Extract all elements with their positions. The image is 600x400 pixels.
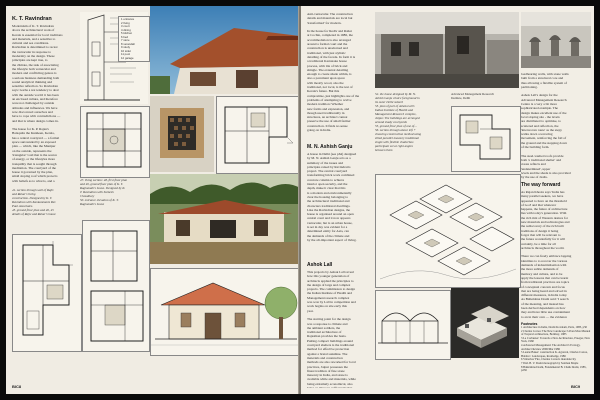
way-forward-text: As Rajan Khosla says 'India has many parallel seekers, we have appeared to have on the threshold of God' and that whatever happens, the future of architecture lies with today's generation. With the rich mix of Western desires for new materials and technologies and the rediscovery of the rich built traditions of design it being forgot that will be relevant to the future wonderfully for it will certainly, be a time for all architects throughout the world. There we can freely embrace lapping identities to to recover the various demands of industrialisation with the more subtle demands of memory and culture, and to be apply the lessons that can be learnt from traditional practices are topics of conceptual concern and focus that are being heard and solved in different measures, in India today. As Balkrishna Doshi said: 'I search of the meaning, and instead has been derived dependents on how they and have little use containment to an in their own — the evidence	[521, 190, 572, 318]
footnotes	[521, 322, 591, 382]
institute-label: Advanced Management Research Institute, Delhi	[451, 92, 494, 100]
footnote: 7 Ibid. B. V. Doshi monograph by Saxman Maple	[521, 361, 579, 365]
footnote: 6 Vitruvius' Fire, Charles Correa's mandala/city	[521, 358, 576, 362]
left-page	[6, 6, 300, 394]
ground-floor-plan-drawing	[12, 234, 82, 352]
lall-text: This projects by Ashok Lall reveal how this younger generation of architects applied the principles to the design of large and complex projects. The commission to design the Indian Institute of Health and Management research complex was won by Lall in competition and work begins on site early this year. The starting point for the design was a response to climate and the ambient soldiers, the traditional architecture of Rajasthan provides the basis. Putting compact buildings around courtyard shelters is the traditional method for effective protection against a brutal sunshine. The materials and construction methods are also reworked for local practices, Jaipur possesses the finest tradition of fine stone masonry in India, and stone is available while and materials, while being extremely economical, also	[307, 270, 356, 386]
house-exterior-photo	[150, 174, 300, 264]
right-page	[301, 6, 594, 394]
legend-item: 1 entrance	[121, 17, 135, 21]
page-number-right: BIC9	[571, 384, 581, 389]
legend-item: 9 study	[121, 45, 131, 49]
legend-item: 6 bed	[121, 34, 128, 39]
complex-axonometric-drawing	[375, 174, 521, 288]
complex-model-photo	[451, 288, 519, 358]
legend-item: 12 garage	[121, 55, 134, 60]
caption-47-50: 47. living section: 48, first floor plan and 49, ground floor plan of K. T. Raghunath's house. Designed by K. T. Ravindran with Seekesh Choudhary 50. entrance elevation of K. T. Raghunath's house	[80, 178, 128, 206]
ganju-house-photo	[375, 12, 519, 88]
ganju-text: A house in Delhi (see p64) designed by M. N. Ashish Ganju acts as a summary of the issues and principles raised by Ravindran's project. The central courtyard transforming brick work combined concrete column to achieve interior open security, and the depth, make it clear that this is a modern and environmentally clear the housing belonging to the architectural traditional and characters traditional dwellings. Like the Ravindran designs, the house is organised around an open central court and it now appears vernacular, but is an urban house, is set in day was evident for a determined entity for Asia, can the demands of the climate and by the all-important aspect of living.	[307, 152, 357, 242]
footnote: 1 Architecture in India, Doshi Kovalam, Paris, 1985, p50	[521, 326, 587, 329]
window-detail-photo	[150, 96, 214, 172]
architect-heading-ganju: M. N. Ashish Ganju	[307, 144, 353, 150]
floor-plan-drawing	[80, 106, 150, 178]
house-plan-drawing	[216, 96, 300, 174]
legend-list	[119, 17, 149, 61]
column-a-intro-text: Anti-vernacular. The construction details and materials are local but 'transformed' for modern. In the house for Rediv and Rahar at Cochin, completed in 1986, the accommodation is also arranged around a formal court and the construction is unadorned and traditional, with just stylistic detailing of the facade. In form it is a traditional Karnataka house process, with tile of brick and shingle. The external detailing enough to create shade within, is also a pavement upon space with mostly wood, also the traditional, not local, is the test of Kerala's future. But this compromise, just highlights one of the problems of attempting to revive modern tradition: Whether new forms and expression, and though used traditionally in structures, an architect cannot preserve the use of small farmer construction. It finds no sense going on in India.	[307, 12, 360, 133]
page-number-left: BIC8	[12, 384, 22, 389]
caption-41-45: 41. section through wall of Rajiv and Rahar's living construction. Designed by K. T. Ravindran with Kankanmanis Rev Paul Associates. 43. ground floor plan and 46, 45 details of Rajiv and Rahar's house	[12, 188, 56, 216]
roof-photo	[150, 6, 300, 94]
entrance-elevation-drawing	[150, 268, 300, 356]
legend-item: 4 dining	[121, 27, 131, 32]
section-heading-way-forward: The way forward	[521, 182, 561, 188]
legend-item: 7 store	[121, 38, 130, 42]
footnotes-title: Footnotes	[521, 322, 538, 326]
footnote: 5 Laurie Baker: construction K. Agrawal, Charles Correa, Habitat / Landscapes, Routledge, 1986	[521, 351, 589, 358]
site-aerial-photo	[521, 12, 591, 68]
legend-item: 11 pool	[121, 52, 130, 56]
footnote: 4 Advanced Management: The Architect's Ecology, Architect Review 2000/Mar 1986	[521, 343, 581, 351]
upper-floor-plan-drawing	[82, 220, 150, 352]
footnote: 8 Balkrishna Doshi, Fundamental B. Chalk Doshi, 1985, p236	[521, 365, 588, 373]
architect-heading-ravindran: K. T. Ravindran	[12, 16, 52, 22]
legend-item: 10 toilet	[121, 48, 131, 53]
caption-52-56: 52. the house designed by M. N. Ashish Ganju choice foreground in its outer Delhi suburb 53. plan of part of Ashok Lall's Indian Institute of Health and Management Research complex, Jaipur. The buildings are arranged around shady courtyards 55, ground floor plan of one of... 56. section through above left + cheacing construction method using silted parallel masonry traditional single with flexible chatterbox participant set at right angles between them	[375, 92, 422, 152]
architect-heading-lall: Ashok Lall	[307, 262, 333, 268]
legend-item: 2 living	[121, 20, 130, 25]
footnote: 2 Charles Correa: The New Landscape: Urban Mon Manual of Tropical architecture, Bombay, 1985	[521, 329, 591, 337]
site-plan-drawing	[451, 106, 521, 172]
left-column-text: Modernism of K. T. Ravindran above the architectural work of Kerala is essential for local traditions and materials, and a sensitive to cultural and sea conditions. Ravindran is determined to recast the vernacular in response to modernity on the design. These principles are kept true, to the climate, the task of associating the lifestyle both vernacular and modern and conflicting genres is a serious business demanding both sound analytical thinking and sensitive reflection. So Ravindran says: Garba a not tendency to deal with the outside world: it has been an enclosed culture, and therefore were not challenged by outside attitudes and influences. We have now discovered ourselves and have to cope with contradictions — and that is where design comes in. The house for K. P. Rajan's Balaquila the Kunheen, Kerala, has a central courtyard — a formal space surrounded by an exposed plan — which, like the Manipur on the outside, represents the 'triangular' void that is the source of energy, or the lifestyles more tranquility that is sought through meditation. The courtyard of the house it governed by the plan, small sloping roof which protects with beliefs as to what is, and a	[12, 24, 63, 183]
legend-item: 3 court	[121, 24, 130, 28]
legend-item: 8 verandah	[121, 41, 135, 46]
column-c-text: loadbearing walls, with stone walls built from a structural core and thus allowing a flexible system of partitioning. Ashok Lall's design for the Advanced Management Research Centre is a very a bit more sophisticated example. The design makes excellent use of the local sloping site - the levels are distributed to optimise, to scattered and reflection, the 'interwoven route' as the stepy walks down a terracing movement, reinforcing the fall of the ground and the stepping down of the building form. The steel-vaulted roofs provide both 'a traditional shelter' and create reflects and 'undetermined', upper levels and the shade is also provided by the use of Jaalis.	[521, 72, 571, 180]
section-elevation-drawing	[375, 290, 451, 360]
legend-item: 5 kitchen	[121, 31, 133, 35]
drawing-legend	[118, 16, 150, 62]
footnote: 3 Le Corbusier: Towards a New Architecture, Praeger, New York, 1960	[521, 336, 591, 344]
